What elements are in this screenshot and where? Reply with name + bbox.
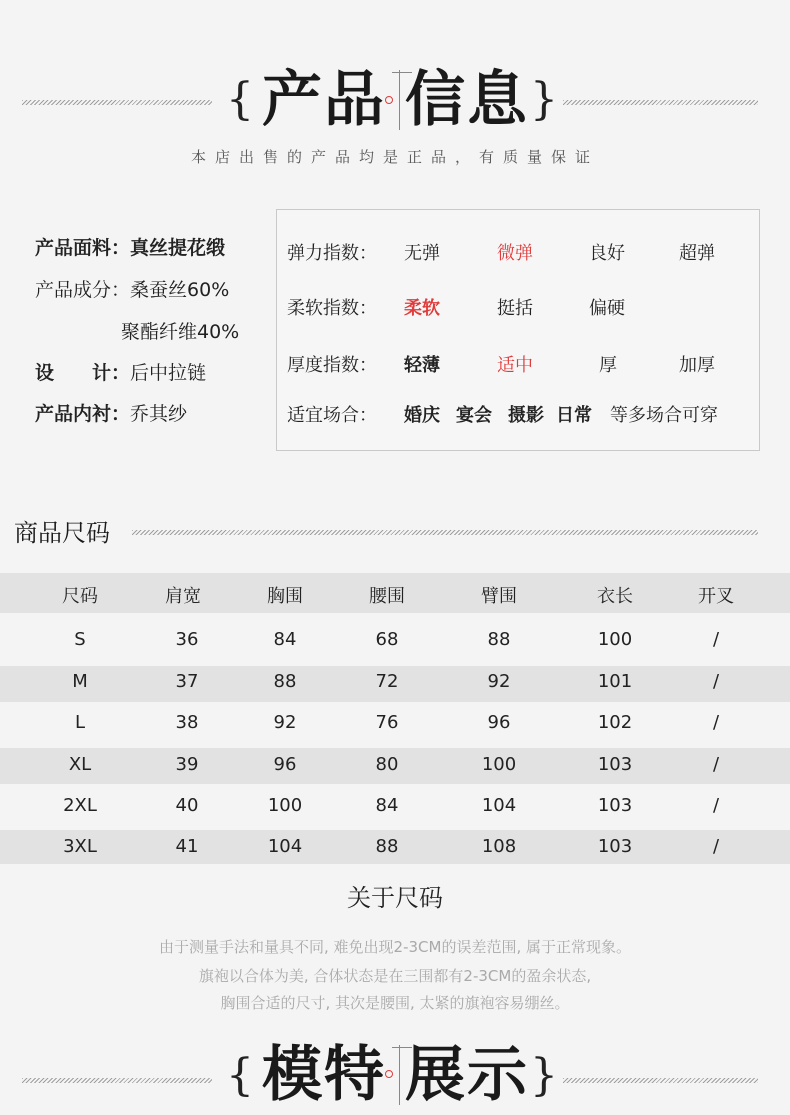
spec-design-key: 设 计： [35,362,131,384]
occasion-label: 适宜场合： [287,405,377,426]
about-size-title: 关于尺码 [347,884,443,912]
footer-divider-right [563,1078,758,1083]
softness-label: 柔软指数： [287,298,377,319]
spec-composition-2-value: 聚酯纤维40% [121,321,240,343]
occasion-item-wedding: 婚庆 [404,405,440,426]
softness-option-soft: 柔软 [404,298,440,319]
spec-fabric-key: 产品面料： [35,237,131,259]
size-header-slit: 开叉 [698,586,734,607]
spec-composition [35,275,229,302]
footer-title-vline [399,1045,400,1105]
size-row-s-arm: 88 [487,629,511,650]
size-row-xl-bust: 96 [273,754,297,775]
header-brace-right: } [530,74,558,125]
footer-divider-left [22,1078,212,1083]
footer-title-part2: 展示 [405,1040,529,1110]
size-row-l-bust: 92 [273,712,297,733]
about-size-line-1: 由于测量手法和量具不同, 难免出现2-3CM的误差范围, 属于正常现象。 [159,938,631,956]
size-header-bust: 胸围 [267,586,303,607]
size-row-3xl-bust: 104 [267,836,303,857]
size-header-waist: 腰围 [369,586,405,607]
size-row-m-shoulder: 37 [175,671,199,692]
size-row-l-shoulder: 38 [175,712,199,733]
size-row-3xl-length: 103 [597,836,633,857]
size-row-xl-slit: / [712,754,720,775]
spec-composition-2 [121,317,239,344]
softness-option-crisp: 挺括 [497,298,533,319]
size-row-2xl-bust: 100 [267,795,303,816]
spec-composition-value: 桑蚕丝60% [130,279,230,301]
size-row-2xl-shoulder: 40 [175,795,199,816]
size-header-size: 尺码 [62,586,98,607]
thickness-option-thick: 厚 [599,355,617,376]
size-header-arm: 臂围 [481,586,517,607]
size-row-2xl-slit: / [712,795,720,816]
spec-lining [35,399,187,426]
size-row-l-waist: 76 [375,712,399,733]
size-header-length: 衣长 [597,586,633,607]
about-size-line-2: 旗袍以合体为美, 合体状态是在三围都有2-3CM的盈余状态, [198,967,592,985]
footer-title-dot [385,1070,393,1078]
size-row-2xl-waist: 84 [375,795,399,816]
header-title-dot [385,96,393,104]
spec-lining-value: 乔其纱 [130,403,188,425]
size-row-xl-shoulder: 39 [175,754,199,775]
size-row-m-slit: / [712,671,720,692]
size-row-2xl-arm: 104 [481,795,517,816]
size-row-l-size: L [74,712,86,733]
header-title-part1: 产品 [262,65,386,135]
occasion-suffix: 等多场合可穿 [610,405,718,426]
size-row-m-arm: 92 [487,671,511,692]
size-header-shoulder: 肩宽 [165,586,201,607]
size-row-s-waist: 68 [375,629,399,650]
header-divider-right [563,100,758,105]
size-row-m-length: 101 [597,671,633,692]
size-row-xl-waist: 80 [375,754,399,775]
spec-lining-key: 产品内衬： [35,403,131,425]
size-row-l-slit: / [712,712,720,733]
size-row-3xl-size: 3XL [63,836,97,857]
size-row-3xl-shoulder: 41 [175,836,199,857]
size-row-l-arm: 96 [487,712,511,733]
size-row-xl-arm: 100 [481,754,517,775]
size-row-2xl-size: 2XL [63,795,97,816]
spec-design [35,358,206,385]
size-row-s-size: S [74,629,86,650]
size-row-s-length: 100 [597,629,633,650]
header-brace-left: { [226,74,254,125]
elasticity-label: 弹力指数： [287,243,377,264]
thickness-label: 厚度指数： [287,355,377,376]
size-row-m-bust: 88 [273,671,297,692]
size-row-l-length: 102 [597,712,633,733]
size-row-s-shoulder: 36 [175,629,199,650]
thickness-option-thin: 轻薄 [404,355,440,376]
spec-fabric-value: 真丝提花缎 [130,237,226,259]
occasion-item-daily: 日常 [556,405,592,426]
size-row-m-size: M [72,671,88,692]
size-row-3xl-waist: 88 [375,836,399,857]
size-row-xl-length: 103 [597,754,633,775]
spec-composition-key: 产品成分： [35,279,131,301]
size-row-3xl-arm: 108 [481,836,517,857]
footer-brace-left: { [226,1050,254,1101]
size-row-m-waist: 72 [375,671,399,692]
elasticity-option-slight: 微弹 [497,243,533,264]
occasion-item-photography: 摄影 [508,405,544,426]
elasticity-option-none: 无弹 [404,243,440,264]
elasticity-option-good: 良好 [589,243,625,264]
header-title-vline [399,70,400,130]
thickness-option-extra-thick: 加厚 [679,355,715,376]
occasion-item-banquet: 宴会 [456,405,492,426]
about-size-line-3: 胸围合适的尺寸, 其次是腰围, 太紧的旗袍容易绷丝。 [220,994,570,1012]
size-row-xl-size: XL [68,754,92,775]
elasticity-option-super: 超弹 [679,243,715,264]
size-row-s-slit: / [712,629,720,650]
header-subtitle: 本店出售的产品均是正品，有质量保证 [190,148,599,166]
softness-option-hard: 偏硬 [589,298,625,319]
footer-title-part1: 模特 [262,1040,386,1110]
spec-design-value: 后中拉链 [130,362,207,384]
size-section-divider [132,530,758,535]
thickness-option-medium: 适中 [497,355,533,376]
spec-fabric [35,233,225,260]
size-row-s-bust: 84 [273,629,297,650]
footer-brace-right: } [530,1050,558,1101]
size-row-3xl-slit: / [712,836,720,857]
size-row-2xl-length: 103 [597,795,633,816]
header-divider-left [22,100,212,105]
header-title-part2: 信息 [405,65,529,135]
size-section-title: 商品尺码 [14,519,110,547]
